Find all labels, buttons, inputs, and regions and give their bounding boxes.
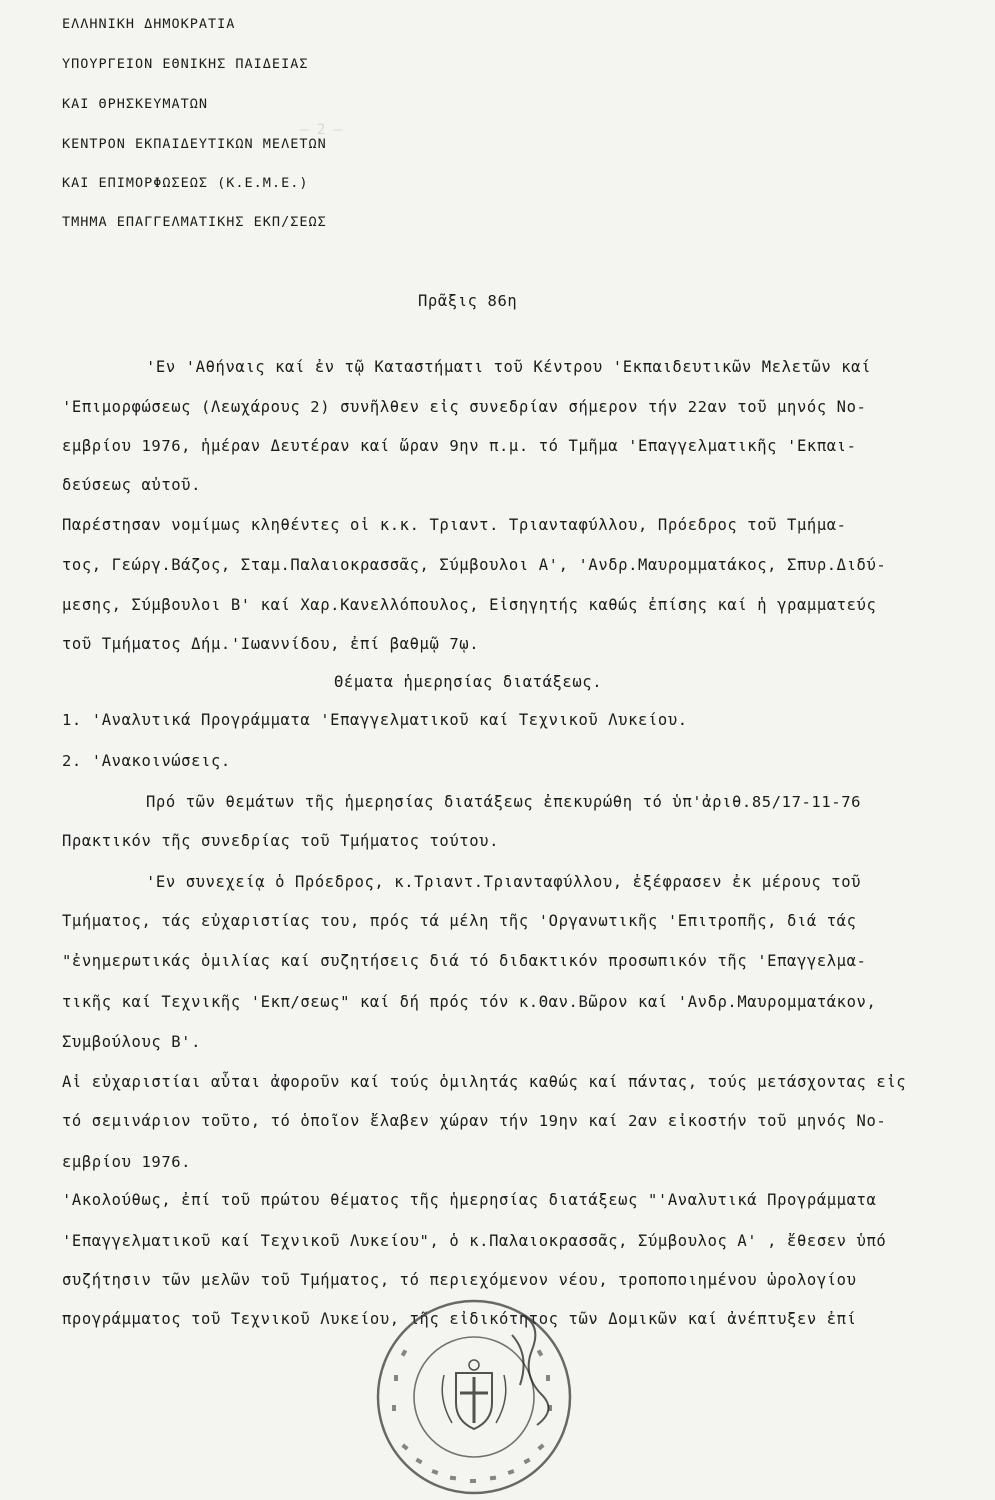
body-line: Αἱ εὐχαριστίαι αὗται ἀφοροῦν καί τούς ὁμιλητάς καθώς καί πάντας, τούς μετάσχοντας εἰς [62, 1073, 907, 1091]
body-line: τοῦ Τμήματος Δήμ.'Ιωαννίδου, ἐπί βαθμῷ 7ῳ. [62, 635, 480, 653]
body-line: Τμήματος, τάς εὐχαριστίας του, πρός τά μέλη τῆς 'Οργανωτικῆς 'Επιτροπῆς, διά τάς [62, 912, 857, 930]
header-line: ΚΕΝΤΡΟΝ ΕΚΠΑΙΔΕΥΤΙΚΩΝ ΜΕΛΕΤΩΝ [62, 136, 327, 152]
header-line: ΚΑΙ ΘΡΗΣΚΕΥΜΑΤΩΝ [62, 96, 209, 112]
body-line: συζήτησιν τῶν μελῶν τοῦ Τμήματος, τό περιεχόμενον νέου, τροποποιημένου ὡρολογίου [62, 1271, 857, 1289]
agenda-item: 1. 'Αναλυτικά Προγράμματα 'Επαγγελματικοῦ καί Τεχνικοῦ Λυκείου. [62, 711, 688, 729]
body-line: 'Επαγγελματικοῦ καί Τεχνικοῦ Λυκείου", ὁ κ.Παλαιοκρασσᾶς, Σύμβουλος Α' , ἔθεσεν ὑπό [62, 1232, 887, 1250]
body-line: 'Εν συνεχείᾳ ὁ Πρόεδρος, κ.Τριαντ.Τριανταφύλλου, ἐξέφρασεν ἐκ μέρους τοῦ [146, 873, 862, 891]
body-line: δεύσεως αὐτοῦ. [62, 476, 202, 494]
body-line: Συμβούλους Β'. [62, 1033, 202, 1051]
body-line: 'Επιμορφώσεως (Λεωχάρους 2) συνῆλθεν εἰς συνεδρίαν σήμερον τήν 22αν τοῦ μηνός Νο- [62, 398, 867, 416]
body-line: 'Εν 'Αθήναις καί ἐν τῷ Καταστήματι τοῦ Κέντρου 'Εκπαιδευτικῶν Μελετῶν καί [146, 358, 872, 376]
bleed-through-mark: — 2 — [300, 122, 343, 138]
body-line: μεσης, Σύμβουλοι Β' καί Χαρ.Κανελλόπουλος, Εἰσηγητής καθώς ἐπίσης καί ἡ γραμματεύς [62, 596, 877, 614]
agenda-item: 2. 'Ανακοινώσεις. [62, 752, 231, 770]
body-line: εμβρίου 1976. [62, 1153, 192, 1171]
body-line: Πρακτικόν τῆς συνεδρίας τοῦ Τμήματος τούτου. [62, 832, 499, 850]
coat-of-arms-emblem [442, 1360, 506, 1429]
body-line: Πρό τῶν θεμάτων τῆς ἡμερησίας διατάξεως ἐπεκυρώθη τό ὑπ'ἀριθ.85/17-11-76 [146, 793, 862, 811]
body-line: εμβρίου 1976, ἡμέραν Δευτέραν καί ὥραν 9ην π.μ. τό Τμῆμα 'Επαγγελματικῆς 'Εκπαι- [62, 437, 857, 455]
body-line: τος, Γεώργ.Βάζος, Σταμ.Παλαιοκρασσᾶς, Σύμβουλοι Α', 'Ανδρ.Μαυρομματάκος, Σπυρ.Διδύ- [62, 556, 887, 574]
agenda-heading: Θέματα ἡμερησίας διατάξεως. [334, 673, 603, 691]
header-line: ΕΛΛΗΝΙΚΗ ΔΗΜΟΚΡΑΤΙΑ [62, 16, 236, 32]
header-line: ΚΑΙ ΕΠΙΜΟΡΦΩΣΕΩΣ (Κ.Ε.Μ.Ε.) [62, 175, 309, 191]
body-line: 'Ακολούθως, ἐπί τοῦ πρώτου θέματος τῆς ἡμερησίας διατάξεως "'Αναλυτικά Προγράμματα [62, 1191, 877, 1209]
body-line: τό σεμινάριον τοῦτο, τό ὁποῖον ἔλαβεν χώραν τήν 19ην καί 2αν εἰκοστήν τοῦ μηνός Νο- [62, 1112, 887, 1130]
header-line: ΤΜΗΜΑ ΕΠΑΓΓΕΛΜΑΤΙΚΗΣ ΕΚΠ/ΣΕΩΣ [62, 214, 327, 230]
body-line: προγράμματος τοῦ Τεχνικοῦ Λυκείου, τῆς εἰδικότητος τῶν Δομικῶν καί ἀνέπτυξεν ἐπί [62, 1310, 857, 1328]
official-seal-stamp [372, 1295, 577, 1500]
document-title: Πρᾶξις 86η [418, 292, 518, 310]
header-line: ΥΠΟΥΡΓΕΙΟΝ ΕΘΝΙΚΗΣ ΠΑΙΔΕΙΑΣ [62, 56, 309, 72]
body-line: Παρέστησαν νομίμως κληθέντες οἱ κ.κ. Τριαντ. Τριανταφύλλου, Πρόεδρος τοῦ Τμήμα- [62, 516, 847, 534]
body-line: "ἐνημερωτικάς ὁμιλίας καί συζητήσεις διά τό διδακτικόν προσωπικόν τῆς 'Επαγγελμα- [62, 952, 867, 970]
body-line: τικῆς καί Τεχνικῆς 'Εκπ/σεως" καί δή πρός τόν κ.Θαν.Βῶρον καί 'Ανδρ.Μαυρομματάκον, [62, 993, 877, 1011]
